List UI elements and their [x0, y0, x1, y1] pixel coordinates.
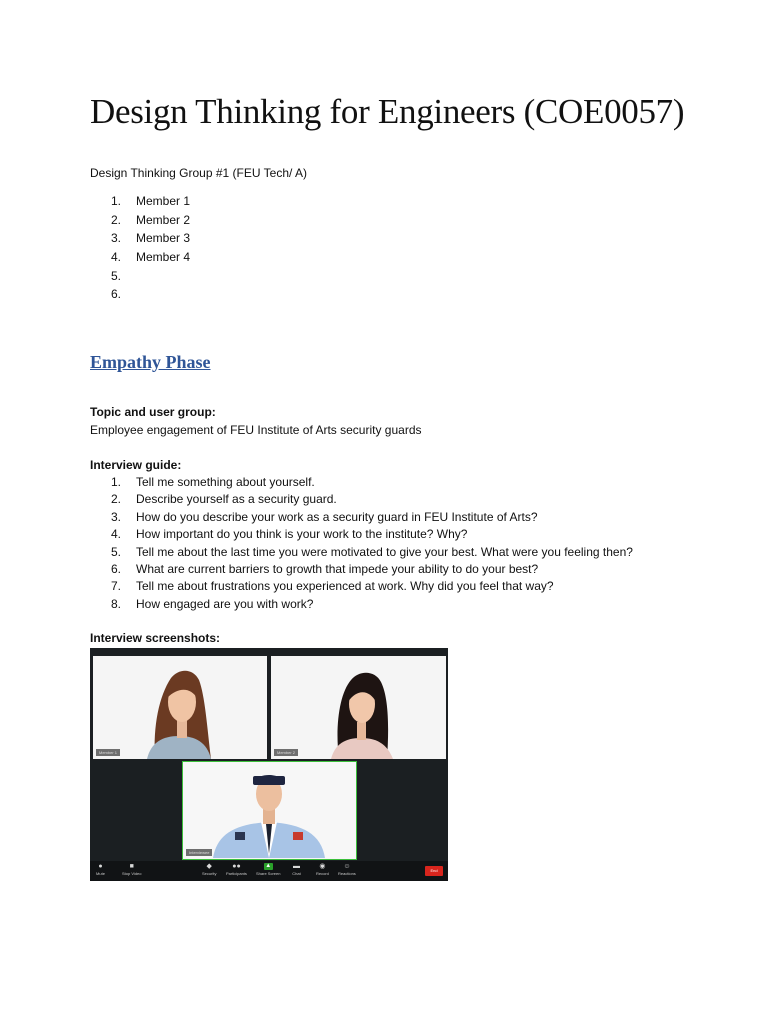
record-icon: ◉ [319, 863, 326, 870]
member-list [111, 192, 190, 304]
participant-photo [271, 656, 446, 759]
guide-label: Interview guide: [90, 458, 182, 472]
participant-photo [183, 762, 355, 858]
smiley-icon: ☺ [343, 863, 351, 870]
meeting-toolbar [90, 861, 448, 881]
participant-name-tag: Member 1 [96, 749, 120, 756]
topic-label: Topic and user group: [90, 405, 216, 419]
section-heading-empathy: Empathy Phase [90, 352, 211, 372]
list-item: 3. Member 3 [111, 231, 191, 246]
list-item: 2. Member 2 [111, 212, 191, 227]
reactions-button[interactable]: ☺ Reactions [338, 863, 356, 876]
participant-tile-1 [93, 656, 267, 759]
security-button[interactable]: ◆ Security [202, 863, 217, 876]
record-button[interactable]: ◉ Record [316, 863, 329, 876]
shield-icon: ◆ [206, 863, 212, 870]
microphone-icon: ● [98, 863, 103, 870]
list-item: 3. How do you describe your work as a security guard in FEU Institute of Arts? [111, 509, 538, 524]
participant-tile-2 [271, 656, 446, 759]
list-item: 6. [111, 287, 122, 302]
list-item: 8. How engaged are you with work? [111, 596, 314, 611]
chat-bubble-icon: ▬ [293, 863, 300, 870]
list-item: 1. Member 1 [111, 194, 191, 208]
participant-photo [93, 656, 267, 759]
participant-name-tag: Interviewee [186, 849, 212, 856]
camera-icon: ■ [129, 863, 134, 870]
chat-button[interactable]: ▬ Chat [292, 863, 301, 876]
list-item: 2. Describe yourself as a security guard. [111, 492, 337, 507]
list-item: 4. Member 4 [111, 250, 191, 265]
list-item: 4. How important do you think is your work to the institute? Why? [111, 527, 468, 542]
stop-video-button[interactable]: ■ Stop Video [122, 863, 142, 876]
share-arrow-icon: ▲ [265, 863, 272, 869]
mute-button[interactable]: ● Mute [96, 863, 105, 876]
participant-name-tag: Member 2 [274, 749, 298, 756]
group-line: Design Thinking Group #1 (FEU Tech/ A) [90, 166, 307, 180]
end-meeting-button[interactable]: End [425, 866, 443, 876]
meeting-screenshot [90, 648, 448, 881]
question-list [111, 474, 633, 613]
people-icon: ●● [232, 863, 241, 870]
list-item: 5. Tell me about the last time you were motivated to give your best. What were you feeling then? [111, 544, 633, 559]
document-title: Design Thinking for Engineers (COE0057) [90, 92, 685, 131]
share-screen-button[interactable]: ▲ Share Screen [256, 863, 281, 876]
list-item: 5. [111, 268, 122, 283]
participants-button[interactable]: ●● Participants [226, 863, 247, 876]
list-item: 6. What are current barriers to growth that impede your ability to do your best? [111, 561, 539, 576]
list-item: 7. Tell me about frustrations you experienced at work. Why did you feel that way? [111, 579, 554, 594]
topic-text: Employee engagement of FEU Institute of Arts security guards [90, 423, 422, 437]
list-item: 1. Tell me something about yourself. [111, 475, 315, 489]
participant-tile-active-speaker [182, 761, 357, 860]
screenshots-label: Interview screenshots: [90, 631, 221, 645]
